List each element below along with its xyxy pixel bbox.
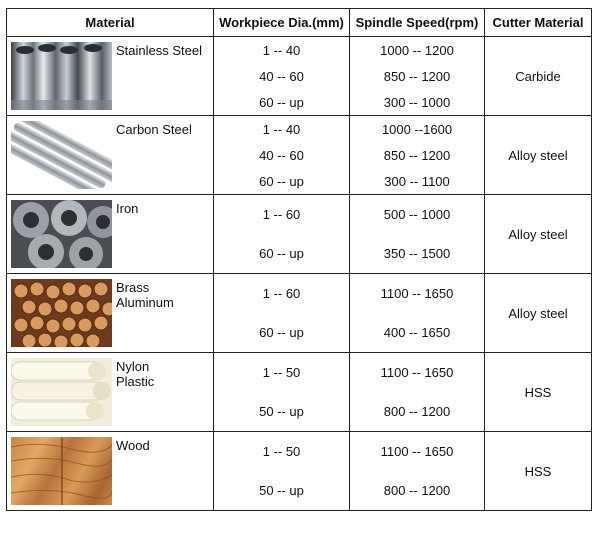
- cutter-value: HSS: [524, 463, 552, 479]
- speed-value: 1100 -- 1650: [380, 444, 454, 459]
- diameter-value: 40 -- 60: [259, 68, 304, 84]
- table-row: [7, 116, 592, 195]
- spindle-speed-table: [6, 8, 592, 511]
- speed-value: 850 -- 1200: [383, 147, 451, 163]
- header-speed: Spindle Speed(rpm): [350, 9, 485, 37]
- table-row: [7, 195, 592, 274]
- diameter-value: 40 -- 60: [259, 147, 304, 163]
- brass-pipes-photo: [11, 279, 112, 347]
- diameter-cell: [214, 37, 350, 116]
- material-name-line: Aluminum: [116, 295, 174, 310]
- table-row: [7, 37, 592, 116]
- material-name: [116, 116, 192, 194]
- cutter-cell: [485, 37, 592, 116]
- speed-cell: [350, 274, 485, 353]
- cutter-cell: [485, 116, 592, 195]
- speed-value: 850 -- 1200: [383, 68, 451, 84]
- cutter-cell: [485, 274, 592, 353]
- material-name-line: Iron: [116, 201, 139, 216]
- speed-value: 800 -- 1200: [383, 483, 451, 498]
- diameter-value: 1 -- 40: [262, 121, 301, 137]
- carbon-steel-rods-photo: [11, 121, 112, 189]
- diameter-value: 50 -- up: [259, 483, 304, 498]
- diameter-value: 1 -- 50: [262, 365, 301, 380]
- material-name: [116, 353, 154, 431]
- table-row: [7, 274, 592, 353]
- speed-value: 350 -- 1500: [383, 246, 451, 261]
- diameter-cell: [214, 432, 350, 511]
- speed-cell: [350, 195, 485, 274]
- header-diameter: Workpiece Dia.(mm): [214, 9, 350, 37]
- material-name: [116, 195, 138, 273]
- cutter-value: HSS: [524, 384, 552, 400]
- speed-cell: [350, 37, 485, 116]
- nylon-rods-photo: [11, 358, 112, 426]
- diameter-value: 60 -- up: [259, 94, 304, 110]
- speed-cell: [350, 116, 485, 195]
- cutter-cell: [485, 195, 592, 274]
- speed-cell: [350, 432, 485, 511]
- material-cell: [7, 432, 214, 511]
- speed-value: 1000 -- 1200: [380, 42, 454, 58]
- material-name: [116, 274, 174, 352]
- material-name-line: Carbon Steel: [116, 122, 192, 137]
- material-name: [116, 37, 202, 115]
- material-name-line: Brass: [116, 280, 150, 295]
- speed-value: 1000 --1600: [381, 121, 453, 137]
- header-cutter: Cutter Material: [485, 9, 592, 37]
- speed-value: 500 -- 1000: [383, 207, 451, 222]
- speed-value: 800 -- 1200: [383, 404, 451, 419]
- cutter-value: Alloy steel: [508, 226, 568, 242]
- material-name-line: Wood: [116, 438, 150, 453]
- diameter-value: 60 -- up: [259, 325, 304, 340]
- material-cell: [7, 37, 214, 116]
- material-name-line: Plastic: [116, 374, 155, 389]
- diameter-value: 60 -- up: [259, 246, 304, 261]
- material-cell: [7, 274, 214, 353]
- material-name: [116, 432, 150, 510]
- diameter-cell: [214, 116, 350, 195]
- diameter-value: 60 -- up: [259, 173, 304, 189]
- diameter-cell: [214, 274, 350, 353]
- speed-value: 300 -- 1000: [383, 94, 451, 110]
- cutter-value: Alloy steel: [508, 305, 568, 321]
- diameter-cell: [214, 353, 350, 432]
- diameter-value: 1 -- 40: [262, 42, 301, 58]
- speed-value: 300 -- 1100: [384, 173, 450, 189]
- material-cell: [7, 195, 214, 274]
- stainless-steel-tubes-photo: [11, 42, 112, 110]
- material-name-line: Nylon: [116, 359, 150, 374]
- cutter-value: Alloy steel: [508, 147, 568, 163]
- diameter-value: 1 -- 60: [262, 207, 301, 222]
- speed-cell: [350, 353, 485, 432]
- material-cell: [7, 353, 214, 432]
- cutter-cell: [485, 432, 592, 511]
- speed-value: 1100 -- 1650: [380, 365, 454, 380]
- material-name-line: Stainless Steel: [116, 43, 202, 58]
- header-row: [7, 9, 592, 37]
- table-row: [7, 432, 592, 511]
- speed-value: 400 -- 1650: [383, 325, 451, 340]
- cutter-value: Carbide: [515, 68, 561, 84]
- diameter-value: 1 -- 50: [262, 444, 301, 459]
- diameter-cell: [214, 195, 350, 274]
- speed-value: 1100 -- 1650: [380, 286, 454, 301]
- header-material: Material: [7, 9, 214, 37]
- iron-flanges-photo: [11, 200, 112, 268]
- wood-blocks-photo: [11, 437, 112, 505]
- table-row: [7, 353, 592, 432]
- diameter-value: 1 -- 60: [262, 286, 301, 301]
- cutter-cell: [485, 353, 592, 432]
- spindle-speed-table-container: [6, 8, 591, 523]
- diameter-value: 50 -- up: [259, 404, 304, 419]
- material-cell: [7, 116, 214, 195]
